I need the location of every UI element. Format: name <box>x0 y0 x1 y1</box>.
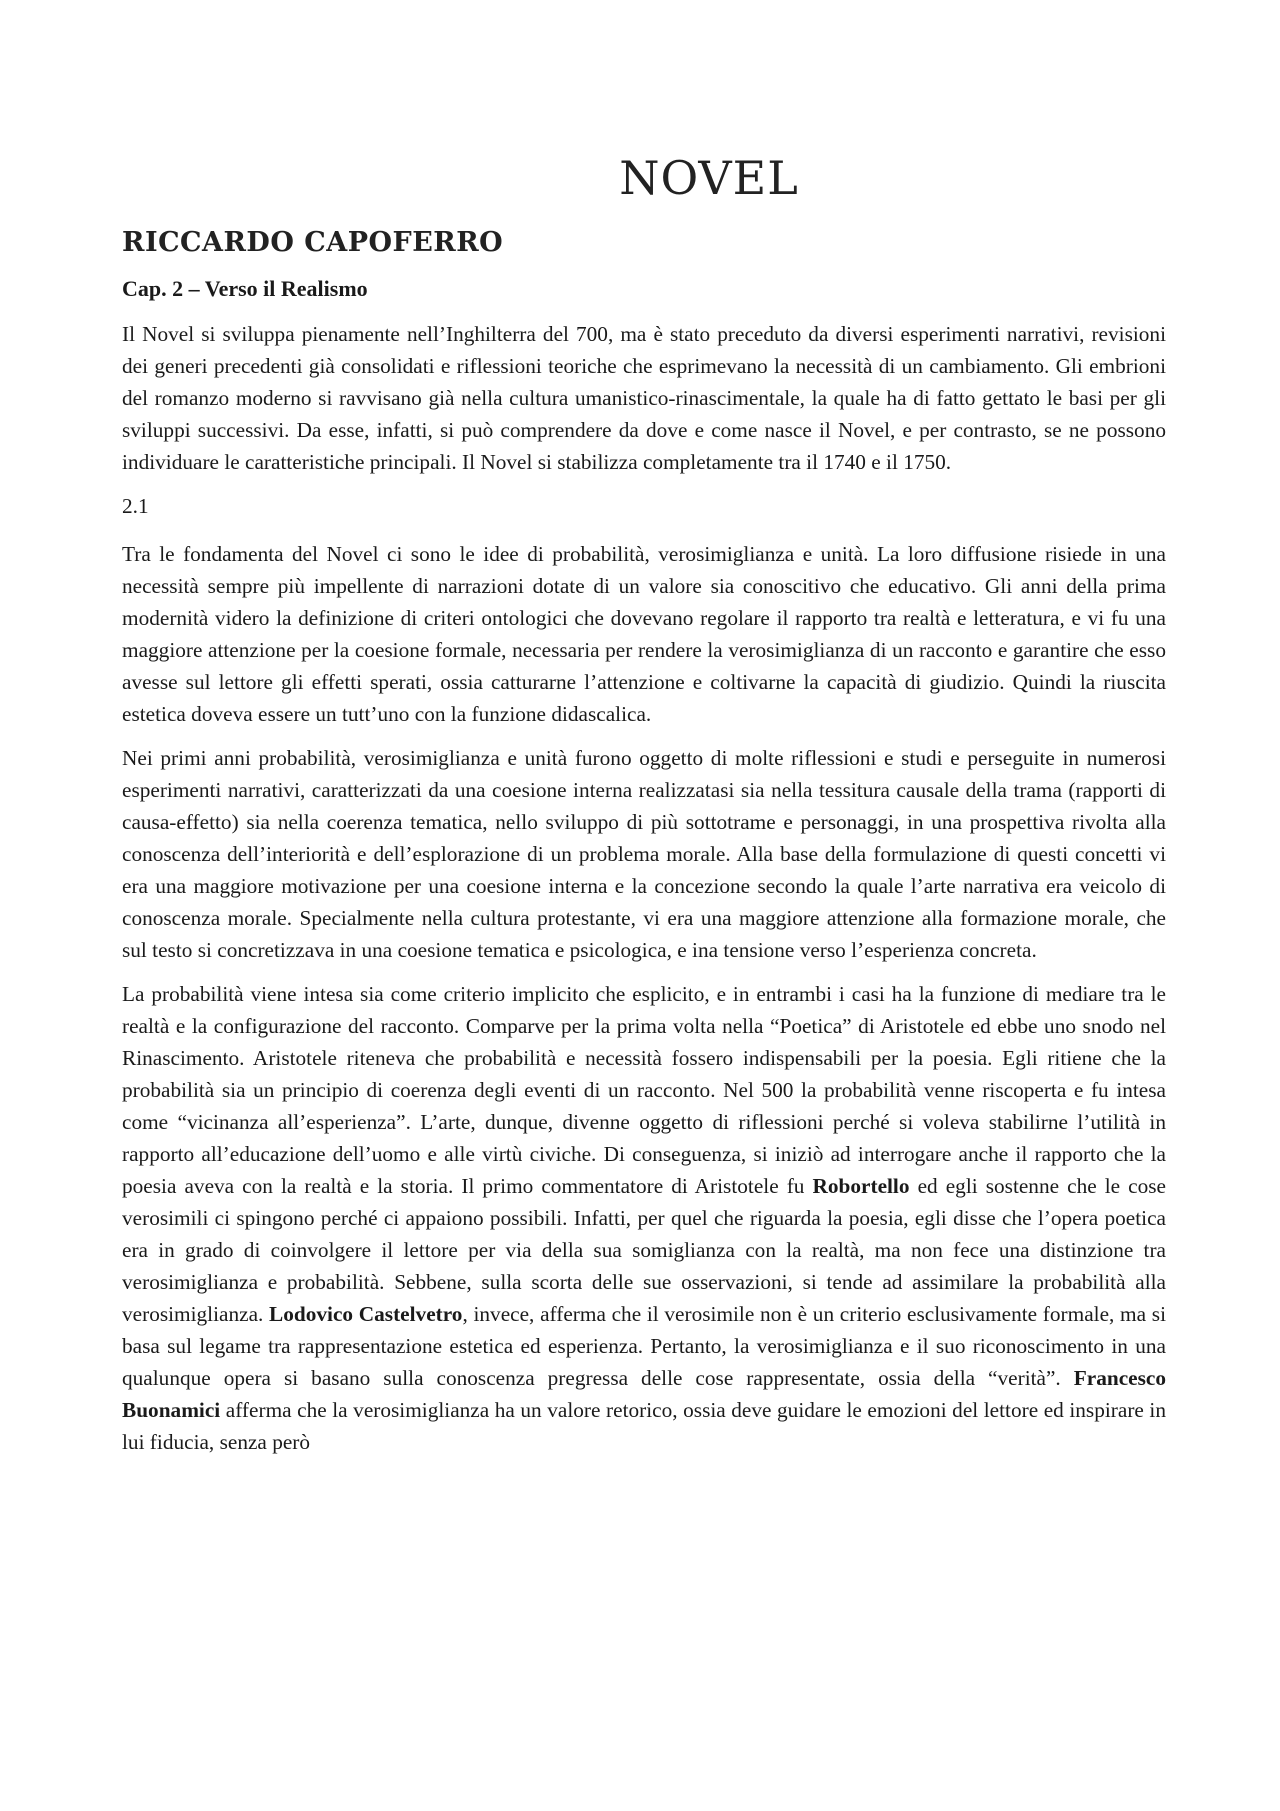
name-castelvetro: Lodovico Castelvetro <box>269 1302 463 1326</box>
section-number: 2.1 <box>122 494 149 518</box>
document-page <box>122 150 1166 1470</box>
paragraph-2: Nei primi anni probabilità, verosimiglianza e unità furono oggetto di molte riflessioni e studi e perseguite in numerosi esperimenti narrativi, caratterizzati da una coesione interna realizzatasi sia nella tessitura causale della trama (rapporti di causa-effetto) sia nella coerenza tematica, nello sviluppo di più sottotrame e personaggi, in una prospettiva rivolta alla conoscenza dell’interiorità e dell’esplorazione di un problema morale. Alla base della formulazione di questi concetti vi era una maggiore motivazione per una coesione interna e la concezione secondo la quale l’arte narrativa era veicolo di conoscenza morale. Specialmente nella cultura protestante, vi era una maggiore attenzione alla formazione morale, che sul testo si concretizzava in una coesione tematica e psicologica, e ina tensione verso l’esperienza concreta. <box>122 746 1166 962</box>
author-name: RICCARDO CAPOFERRO <box>122 227 504 258</box>
paragraph-3-text-4: afferma che la verosimiglianza ha un valore retorico, ossia deve guidare le emozioni del lettore ed inspirare in lui fiducia, senza però <box>122 1398 1166 1454</box>
document-title: NOVEL <box>619 151 799 205</box>
paragraph-3-text-1: La probabilità viene intesa sia come criterio implicito che esplicito, e in entrambi i casi ha la funzione di mediare tra le realtà e la configurazione del racconto. Comparve per la prima volta nella “Poetica” di Aristotele ed ebbe uno snodo nel Rinascimento. Aristotele riteneva che probabilità e necessità fossero indispensabili per la poesia. Egli ritiene che la probabilità sia un principio di coerenza degli eventi di un racconto. Nel 500 la probabilità venne riscoperta e fu intesa come “vicinanza all’esperienza”. L’arte, dunque, divenne oggetto di riflessioni perché si voleva stabilirne l’utilità in rapporto all’educazione dell’uomo e alle virtù civiche. Di conseguenza, si iniziò ad interrogare anche il rapporto che la poesia aveva con la realtà e la storia. Il primo commentatore di Aristotele fu <box>122 982 1166 1198</box>
paragraph-3-text-3: , invece, afferma che il verosimile non è un criterio esclusivamente formale, ma si basa sul legame tra rappresentazione estetica ed esperienza. Pertanto, la verosimiglianza e il suo riconoscimento in una qualunque opera si basano sulla conoscenza pregressa delle cose rappresentate, ossia della “verità”. <box>122 1302 1166 1390</box>
name-buonamici: Francesco Buonamici <box>122 1366 1166 1422</box>
chapter-heading: Cap. 2 – Verso il Realismo <box>122 276 368 301</box>
intro-paragraph: Il Novel si sviluppa pienamente nell’Inghilterra del 700, ma è stato preceduto da diversi esperimenti narrativi, revisioni dei generi precedenti già consolidati e riflessioni teoriche che esprimevano la necessità di un cambiamento. Gli embrioni del romanzo moderno si ravvisano già nella cultura umanistico-rinascimentale, la quale ha di fatto gettato le basi per gli sviluppi successivi. Da esse, infatti, si può comprendere da dove e come nasce il Novel, e per contrasto, se ne possono individuare le caratteristiche principali. Il Novel si stabilizza completamente tra il 1740 e il 1750. <box>122 322 1166 474</box>
paragraph-3-text-2: ed egli sostenne che le cose verosimili ci spingono perché ci appaiono possibili. Infatti, per quel che riguarda la poesia, egli disse che l’opera poetica era in grado di coinvolgere il lettore per via della sua somiglianza con la realtà, ma non fece una distinzione tra verosimiglianza e probabilità. Sebbene, sulla scorta delle sue osservazioni, si tende ad assimilare la probabilità alla verosimiglianza. <box>122 1174 1166 1326</box>
paragraph-3 <box>122 978 1166 1458</box>
paragraph-1: Tra le fondamenta del Novel ci sono le idee di probabilità, verosimiglianza e unità. La loro diffusione risiede in una necessità sempre più impellente di narrazioni dotate di un valore sia conoscitivo che educativo. Gli anni della prima modernità videro la definizione di criteri ontologici che dovevano regolare il rapporto tra realtà e letteratura, e vi fu una maggiore attenzione per la coesione formale, necessaria per rendere la verosimiglianza di un racconto e garantire che esso avesse sul lettore gli effetti sperati, ossia catturarne l’attenzione e coltivarne la capacità di giudizio. Quindi la riuscita estetica doveva essere un tutt’uno con la funzione didascalica. <box>122 542 1166 726</box>
name-robortello: Robortello <box>812 1174 910 1198</box>
